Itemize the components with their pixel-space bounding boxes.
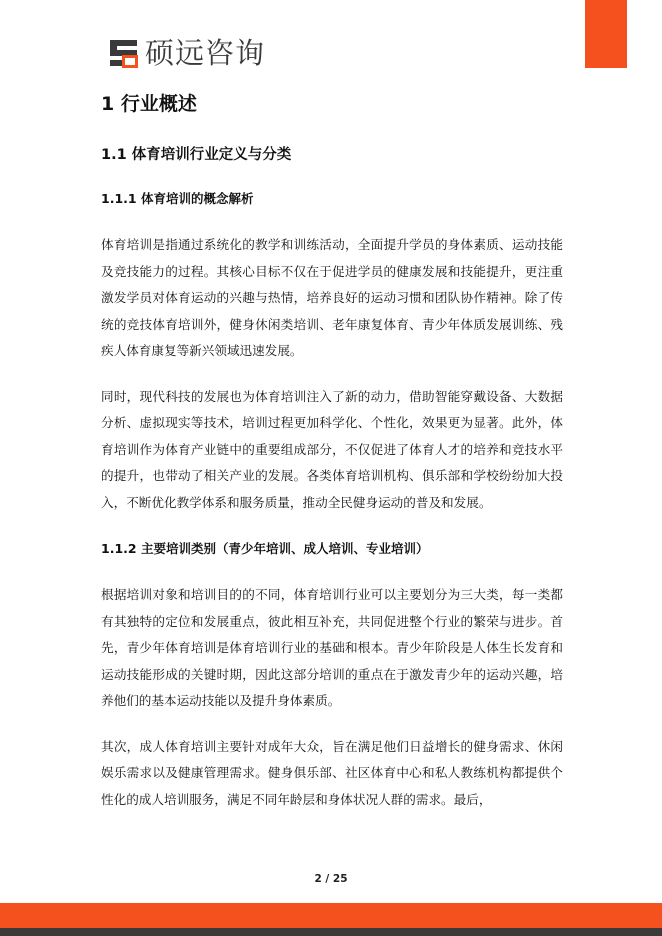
paragraph: 根据培训对象和培训目的的不同，体育培训行业可以主要划分为三大类，每一类都有其独特的定位和发展重点，彼此相互补充，共同促进整个行业的繁荣与进步。首先，青少年体育培训是体育培训行业的基础和根本。青少年阶段是人体生长发育和运动技能形成的关键时期，因此这部分培训的重点在于激发青少年的运动兴趣，培养他们的基本运动技能以及提升身体素质。: [101, 587, 563, 708]
company-logo: [108, 36, 265, 70]
s-logo-icon: [108, 38, 139, 68]
subsection-heading-categories: 1.1.2 主要培训类别（青少年培训、成人培训、专业培训）: [101, 541, 429, 556]
section-heading: 1.1 体育培训行业定义与分类: [101, 147, 292, 163]
document-body: [101, 90, 563, 813]
footer-accent-bar: [0, 903, 662, 928]
chapter-heading: 1 行业概述: [101, 93, 197, 115]
logo-text: 硕远咨询: [145, 36, 266, 70]
page-number: 2 / 25: [314, 873, 348, 885]
paragraph: 其次，成人体育培训主要针对成年大众，旨在满足他们日益增长的健身需求、休闲娱乐需求以及健康管理需求。健身俱乐部、社区体育中心和私人教练机构都提供个性化的成人培训服务，满足不同年龄层和身体状况人群的需求。最后，: [101, 738, 563, 807]
subsection-heading-concept: 1.1.1 体育培训的概念解析: [101, 191, 254, 206]
footer-dark-strip: [0, 928, 662, 936]
corner-accent-block: [585, 0, 627, 68]
paragraph: 体育培训是指通过系统化的教学和训练活动，全面提升学员的身体素质、运动技能及竞技能力的过程。其核心目标不仅在于促进学员的健康发展和技能提升，更注重激发学员对体育运动的兴趣与热情，培养良好的运动习惯和团队协作精神。除了传统的竞技体育培训外，健身休闲类培训、老年康复体育、青少年体质发展训练、残疾人体育康复等新兴领域迅速发展。: [101, 237, 563, 358]
paragraph: 同时，现代科技的发展也为体育培训注入了新的动力，借助智能穿戴设备、大数据分析、虚拟现实等技术，培训过程更加科学化、个性化，效果更为显著。此外，体育培训作为体育产业链中的重要组成部分，不仅促进了体育人才的培养和竞技水平的提升，也带动了相关产业的发展。各类体育培训机构、俱乐部和学校纷纷加大投入，不断优化教学体系和服务质量，推动全民健身运动的普及和发展。: [101, 388, 563, 510]
